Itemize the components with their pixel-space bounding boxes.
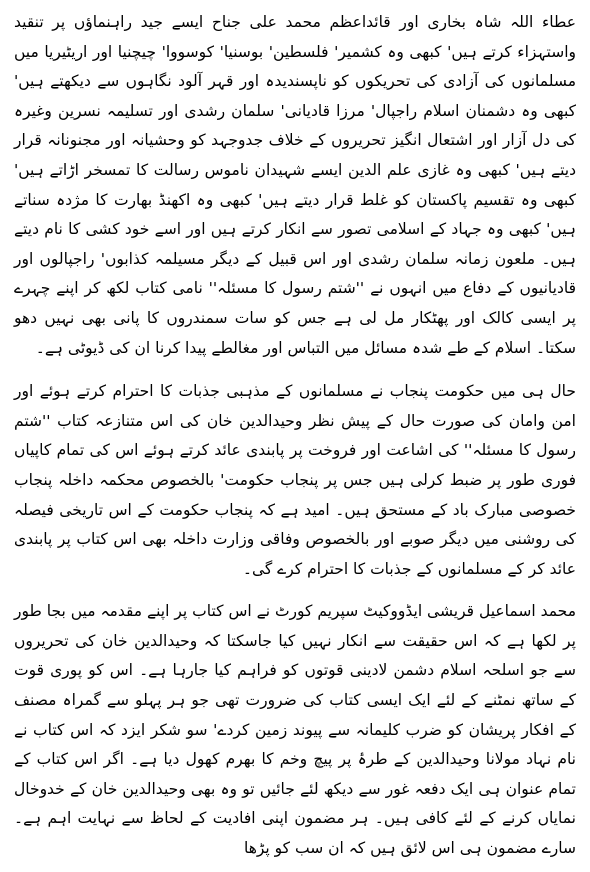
paragraph-spacer — [14, 584, 576, 597]
document-page — [14, 8, 576, 864]
paragraph-qureshi-preface: محمد اسماعیل قریشی ایڈووکیٹ سپریم کورٹ نے اس کتاب پر اپنے مقدمہ میں بجا طور پر لکھا ہے کہ اس حقیقت سے انکار نہیں کیا جاسکتا کہ وحیدالدین خان کی تحریروں سے جو اسلحہ اسلام دشمن لادینی قوتوں کو فراہم کیا جارہا ہے۔ اس کو پوری قوت کے ساتھ نمٹنے کے لئے ایک ایسی کتاب کی ضرورت تھی جو ہر پہلو سے گمراہ مصنف کے افکار پریشان کو ضرب کلیمانہ سے پیوند زمین کردے' سو شکر ایزد کہ اس کتاب نے نام نہاد مولانا وحیدالدین کے طرۂ پر پیچ وخم کا بھرم کھول دیا ہے۔ اگر اس کتاب کے تمام عنوان ہی ایک دفعہ غور سے دیکھ لئے جائیں تو وہ بھی وحیدالدین خان کے خدوخال نمایاں کرنے کے لئے کافی ہیں۔ ہر مضمون اپنی افادیت کے لحاظ سے نہایت اہم ہے۔ سارے مضمون ہی اس لائق ہیں کہ ان سب کو پڑھا — [14, 602, 576, 858]
paragraph-punjab-ban: حال ہی میں حکومت پنجاب نے مسلمانوں کے مذہبی جذبات کا احترام کرتے ہوئے اور امن وامان کی صورت حال کے پیش نظر وحیدالدین خان کی اس متنازعہ کتاب ''شتم رسول کا مسئلہ'' کی اشاعت اور فروخت پر پابندی عائد کرتے ہوئے اس کی تمام کاپیاں فوری طور پر ضبط کرلی ہیں جس پر پنجاب حکومت' بالخصوص محکمہ داخلہ پنجاب خصوصی مبارک باد کے مستحق ہیں۔ امید ہے کہ پنجاب حکومت کے اس تاریخی فیصلہ کی روشنی میں دیگر صوبے اور بالخصوص وفاقی وزارت داخلہ بھی اس کتاب پر پابندی عائد کر کے مسلمانوں کے جذبات کا احترام کرے گی۔ — [14, 382, 576, 578]
paragraph-spacer — [14, 363, 576, 377]
paragraph-criticism: عطاء اللہ شاہ بخاری اور قائداعظم محمد علی جناح ایسے جید راہنماؤں پر تنقید واستہزاء کرتے ہیں' کبھی وہ کشمیر' فلسطین' بوسنیا' کوسووا' چیچنیا اور اریٹیریا میں مسلمانوں کی آزادی کی تحریکوں کو ناپسندیدہ اور قہر آلود نگاہوں سے دیکھتے ہیں' کبھی وہ دشمنان اسلام راجپال' مرزا قادیانی' سلمان رشدی اور تسلیمہ نسرین وغیرہ کی دل آزار اور اشتعال انگیز تحریروں کے خلاف جدوجہد کو وحشیانہ اور مجنونانہ قرار دیتے ہیں' کبھی وہ غازی علم الدین ایسے شہیدان ناموس رسالت کا تمسخر اڑاتے ہیں' کبھی وہ تقسیم پاکستان کو غلط قرار دیتے ہیں' کبھی وہ اکھنڈ بھارت کا مژدہ سناتے ہیں' کبھی وہ جہاد کے اسلامی تصور سے انکار کرتے ہیں اور اسے خود کشی کا نام دیتے ہیں۔ ملعون زمانہ سلمان رشدی اور اس قبیل کے دیگر مسیلمہ کذابوں' راجپالوں اور قادیانیوں کے دفاع میں انہوں نے ''شتم رسول کا مسئلہ'' نامی کتاب لکھ کر اپنے چہرے پر ایسی کالک اور پھٹکار مل لی ہے جس کو سات سمندروں کا پانی بھی نہیں دھو سکتا۔ اسلام کے طے شدہ مسائل میں التباس اور مغالطے پیدا کرنا ان کی ڈیوٹی ہے۔ — [14, 13, 576, 357]
